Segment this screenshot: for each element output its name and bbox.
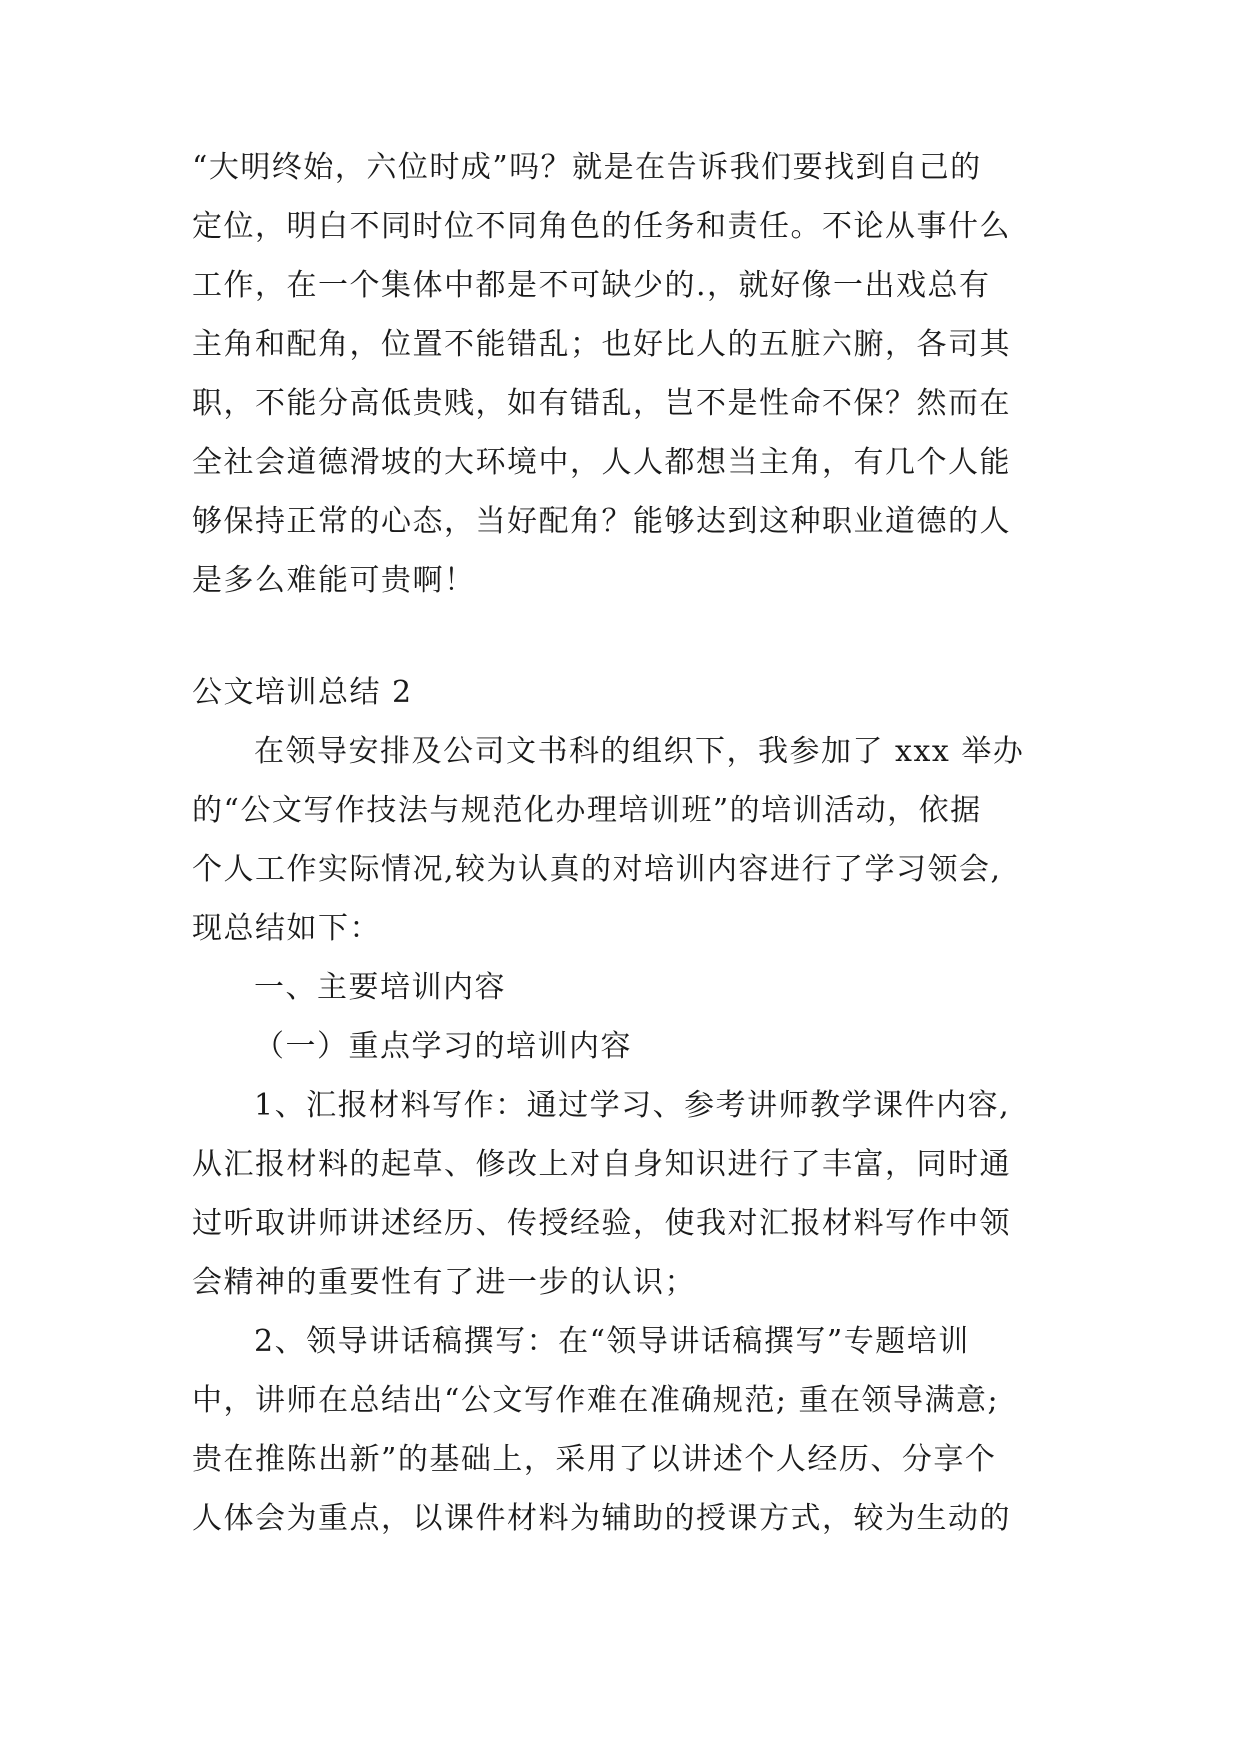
paragraph-line: 个人工作实际情况,较为认真的对培训内容进行了学习领会,: [192, 852, 1002, 887]
paragraph-line: 中，讲师在总结出“公文写作难在准确规范; 重在领导满意;: [192, 1383, 1000, 1418]
paragraph-line: 的“公文写作技法与规范化办理培训班”的培训活动，依据: [192, 793, 982, 828]
paragraph-line: “大明终始，六位时成”吗？就是在告诉我们要找到自己的: [192, 150, 982, 185]
paragraph-line: 1、汇报材料写作：通过学习、参考讲师教学课件内容,: [254, 1088, 1011, 1123]
paragraph-line: 过听取讲师讲述经历、传授经验，使我对汇报材料写作中领: [192, 1206, 1011, 1241]
paragraph-line: 从汇报材料的起草、修改上对自身知识进行了丰富，同时通: [192, 1147, 1011, 1182]
paragraph-line: 现总结如下：: [192, 911, 381, 946]
subheading-line: （一）重点学习的培训内容: [254, 1029, 632, 1064]
paragraph-line: 人体会为重点，以课件材料为辅助的授课方式，较为生动的: [192, 1501, 1011, 1536]
paragraph-line: 够保持正常的心态，当好配角？能够达到这种职业道德的人: [192, 504, 1011, 539]
paragraph-line: 工作，在一个集体中都是不可缺少的.，就好像一出戏总有: [192, 268, 991, 303]
paragraph-line: 职，不能分高低贵贱，如有错乱，岂不是性命不保？然而在: [192, 386, 1011, 421]
paragraph-line: 贵在推陈出新”的基础上，采用了以讲述个人经历、分享个: [192, 1442, 997, 1477]
paragraph-line: 定位，明白不同时位不同角色的任务和责任。不论从事什么: [192, 209, 1011, 244]
paragraph-line: 会精神的重要性有了进一步的认识；: [192, 1265, 696, 1300]
paragraph-line: 2、领导讲话稿撰写：在“领导讲话稿撰写”专题培训: [254, 1324, 970, 1359]
heading-line: 一、主要培训内容: [254, 970, 506, 1005]
paragraph-line: 在领导安排及公司文书科的组织下，我参加了 xxx 举办: [254, 734, 1025, 769]
paragraph-line: 是多么难能可贵啊！: [192, 563, 476, 598]
section-title: 公文培训总结 2: [192, 675, 413, 710]
paragraph-line: 主角和配角，位置不能错乱；也好比人的五脏六腑，各司其: [192, 327, 1011, 362]
paragraph-line: 全社会道德滑坡的大环境中，人人都想当主角，有几个人能: [192, 445, 1011, 480]
